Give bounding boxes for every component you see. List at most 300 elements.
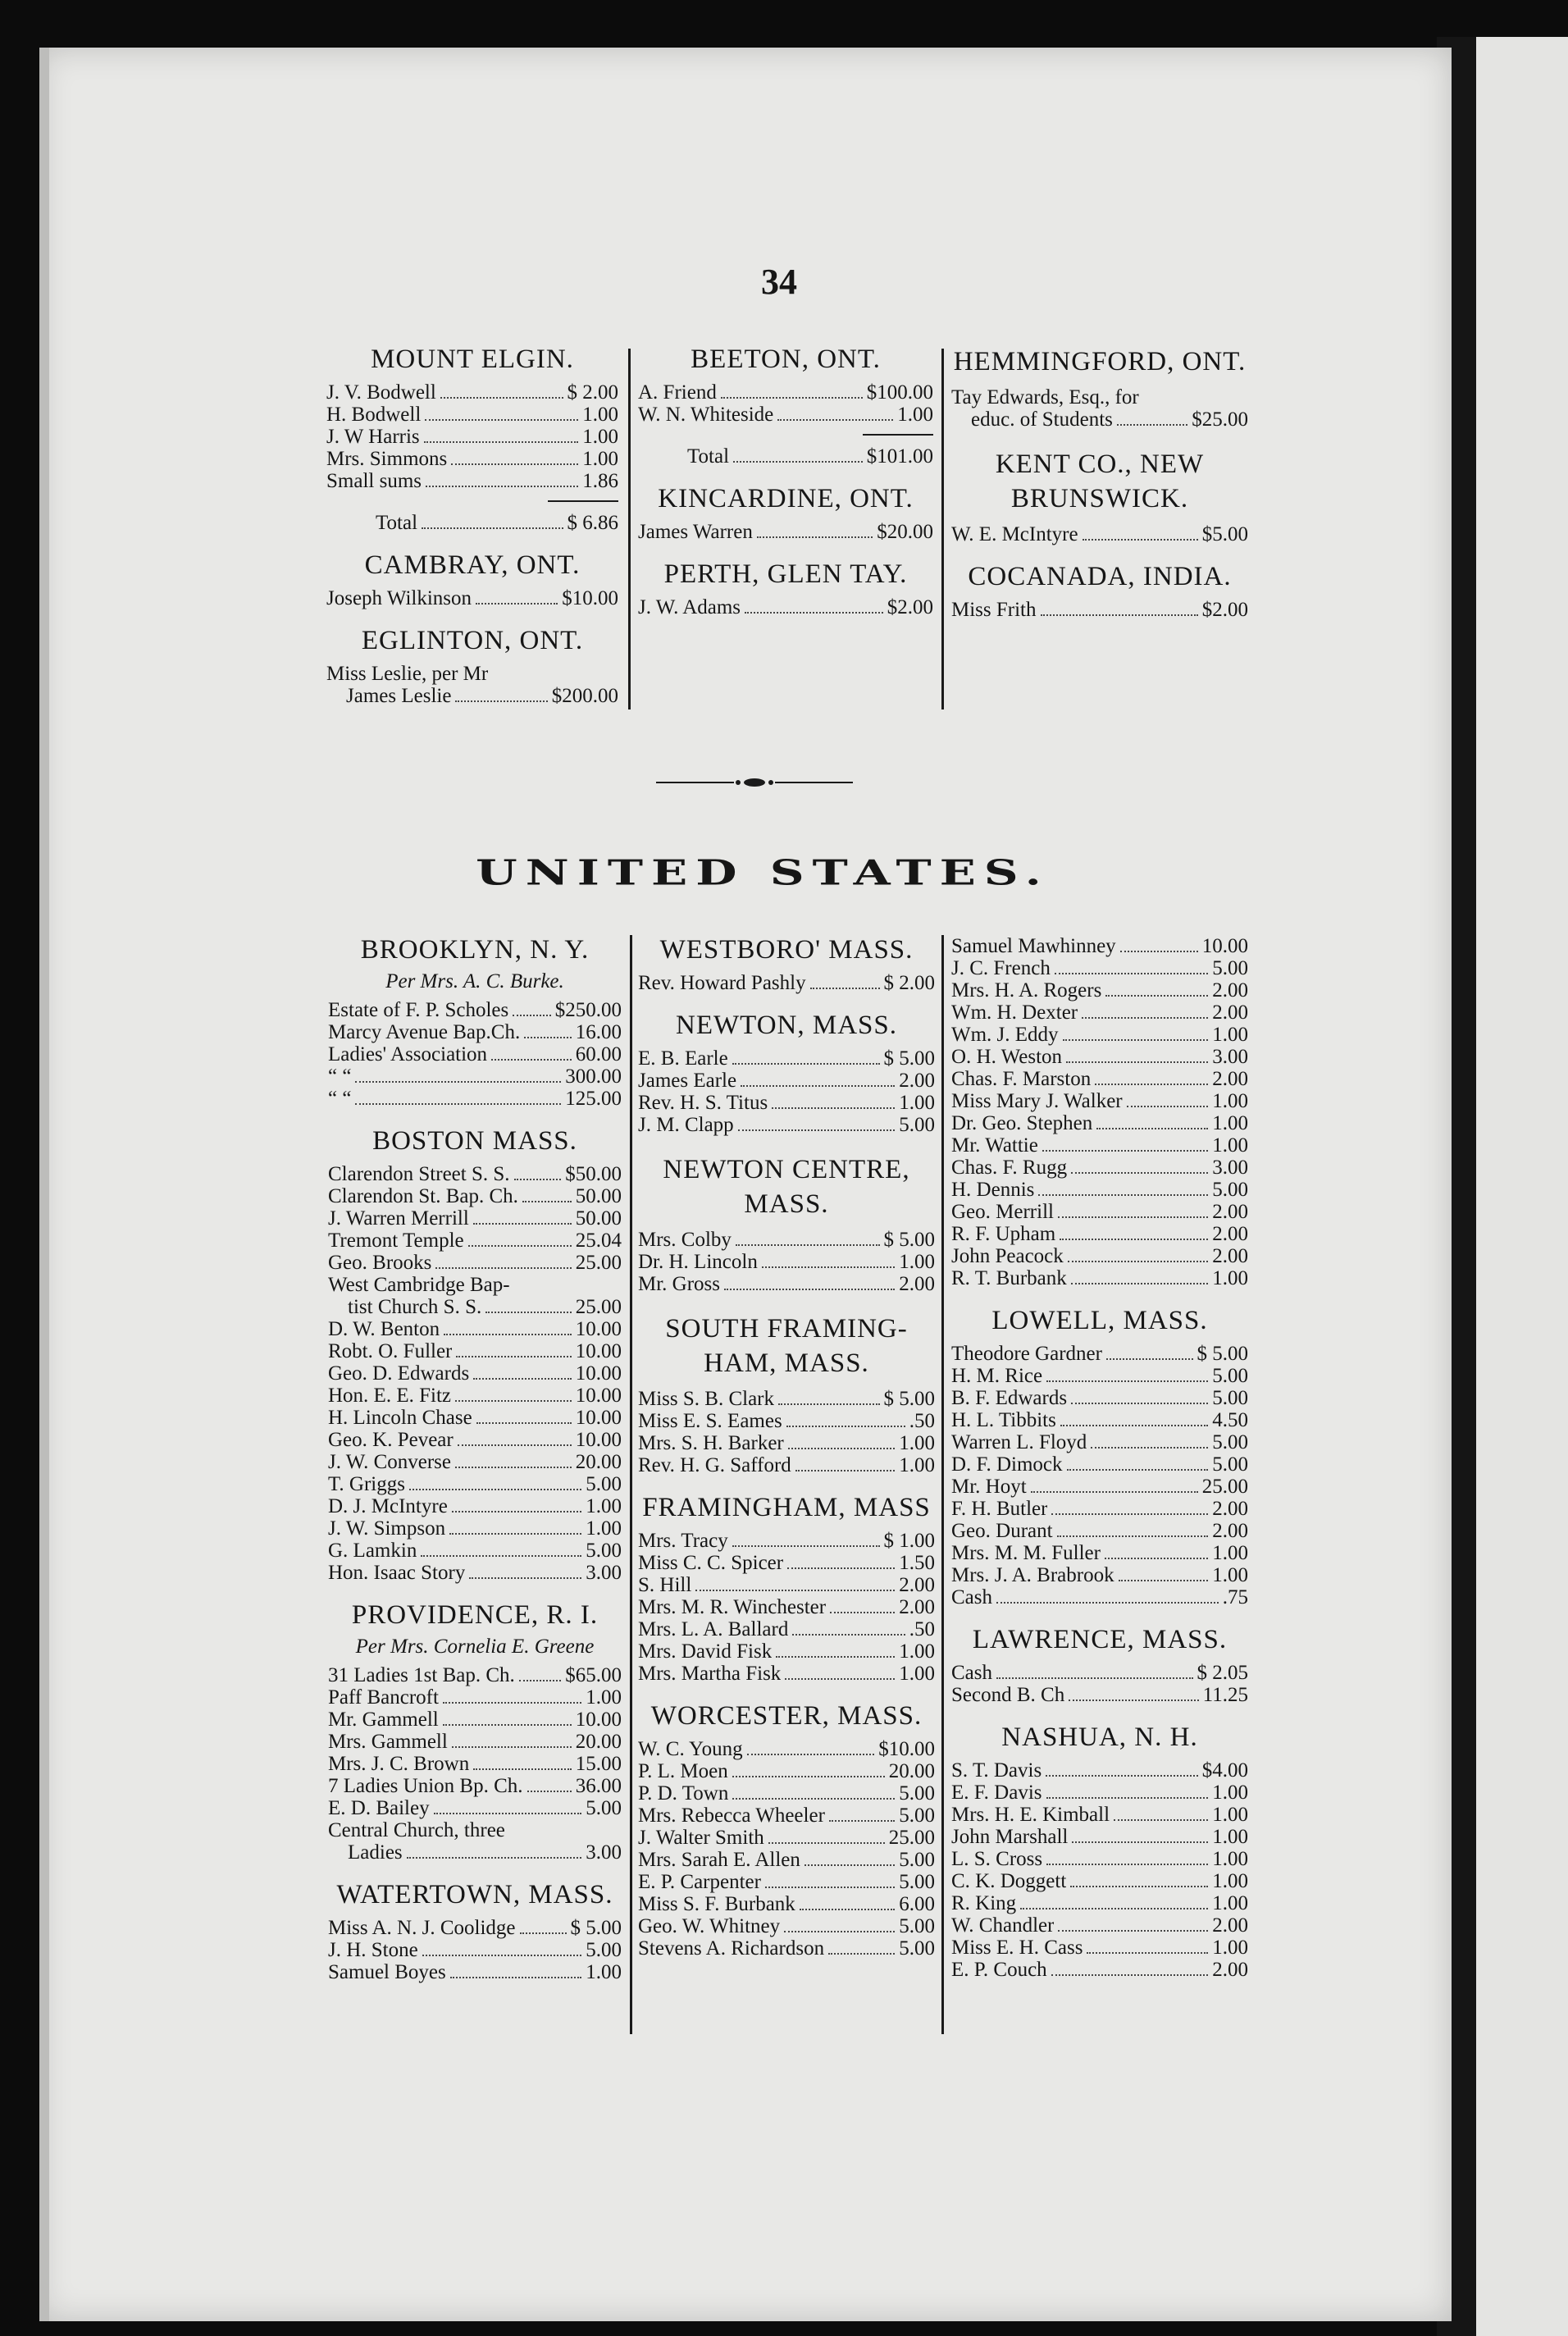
entry-name: Mrs. Simmons — [326, 448, 448, 470]
total-label: Total — [687, 445, 730, 468]
entry-name: Geo. W. Whitney — [638, 1915, 781, 1937]
leader-dots — [745, 612, 883, 614]
entry-row — [328, 1407, 622, 1429]
entry-amount: 1.00 — [1212, 1542, 1248, 1564]
entry-row — [328, 1775, 622, 1797]
entry-row — [638, 1738, 935, 1760]
entry-name: Geo. Durant — [951, 1520, 1053, 1542]
leader-dots — [449, 1533, 581, 1535]
entry-row — [951, 1892, 1248, 1914]
entry-amount: 2.00 — [1212, 1520, 1248, 1542]
leader-dots — [830, 1612, 895, 1613]
leader-dots — [1095, 1084, 1208, 1085]
entry-amount: 10.00 — [575, 1407, 622, 1429]
entry-row — [638, 1047, 935, 1070]
entry-amount: .75 — [1222, 1586, 1248, 1608]
entry-row — [951, 1959, 1248, 1981]
entry-name: James Warren — [638, 521, 753, 543]
entry-row — [328, 999, 622, 1021]
entry-row — [951, 523, 1248, 545]
entry-row — [951, 1179, 1248, 1201]
entry-name: Central Church, three — [328, 1819, 505, 1841]
leader-dots — [772, 1107, 895, 1109]
leader-dots — [450, 1977, 582, 1978]
entry-row — [638, 1871, 935, 1893]
entry-amount: 1.00 — [897, 404, 933, 426]
entry-name: H. M. Rice — [951, 1365, 1043, 1387]
leader-dots — [426, 486, 578, 487]
entry-row — [638, 1827, 935, 1849]
entry-name: Mrs. L. A. Ballard — [638, 1618, 789, 1640]
entry-name: Geo. K. Pevear — [328, 1429, 454, 1451]
section-heading: WATERTOWN, MASS. — [336, 1880, 613, 1909]
entry-name: Miss Mary J. Walker — [951, 1090, 1123, 1112]
entry-row — [326, 404, 618, 426]
entry-name: J. W. Adams — [638, 596, 741, 618]
entry-row — [638, 972, 935, 994]
leader-dots — [732, 1545, 880, 1547]
leader-dots — [1051, 1974, 1209, 1976]
entry-name: Dr. H. Lincoln — [638, 1251, 758, 1273]
entry-row — [951, 599, 1248, 621]
entry-amount: $ 2.05 — [1197, 1662, 1248, 1684]
entry-name: R. T. Burbank — [951, 1267, 1067, 1289]
entry-row — [328, 1473, 622, 1495]
leader-dots — [785, 1678, 895, 1680]
leader-dots — [451, 463, 578, 465]
entry-name: D. W. Benton — [328, 1318, 440, 1340]
entry-row — [638, 1618, 935, 1640]
entry-row — [328, 1939, 622, 1961]
us-column-2 — [638, 935, 935, 1960]
entry-amount: 1.00 — [582, 426, 618, 448]
entry-name: E. D. Bailey — [328, 1797, 430, 1819]
leader-dots — [1067, 1469, 1209, 1471]
leader-dots — [1105, 1558, 1208, 1559]
entry-name: S. Hill — [638, 1574, 692, 1596]
entry-row — [951, 1157, 1248, 1179]
entry-name: Geo. Brooks — [328, 1252, 432, 1274]
entry-amount: 2.00 — [899, 1070, 935, 1092]
entry-row — [951, 1804, 1248, 1826]
entry-name-continued: educ. of Students — [971, 408, 1113, 431]
entry-name: G. Lamkin — [328, 1540, 417, 1562]
entry-name: John Peacock — [951, 1245, 1064, 1267]
leader-dots — [1038, 1194, 1208, 1196]
total-amount: $101.00 — [866, 445, 933, 468]
entry-name: Stevens A. Richardson — [638, 1937, 825, 1960]
leader-dots — [422, 527, 563, 529]
entry-row — [326, 448, 618, 470]
entry-row — [638, 1915, 935, 1937]
entry-name: Mr. Gross — [638, 1273, 721, 1295]
entry-name: Miss S. B. Clark — [638, 1388, 775, 1410]
entry-amount: 25.00 — [888, 1827, 935, 1849]
entry-name: Wm. H. Dexter — [951, 1001, 1078, 1024]
entry-row — [951, 1046, 1248, 1068]
entry-row — [951, 1759, 1248, 1782]
entry-amount: 2.00 — [899, 1574, 935, 1596]
entry-amount: 11.25 — [1202, 1684, 1248, 1706]
leader-dots — [524, 1037, 572, 1038]
entry-row — [638, 1596, 935, 1618]
column-rule — [941, 349, 944, 709]
entry-amount: 10.00 — [575, 1340, 622, 1362]
leader-dots — [828, 1953, 895, 1955]
leader-dots — [1058, 1930, 1208, 1932]
entry-amount: 10.00 — [1201, 935, 1248, 957]
entry-name: H. Dennis — [951, 1179, 1035, 1201]
section-heading: WESTBORO' MASS. — [659, 935, 914, 965]
entry-row — [638, 1804, 935, 1827]
entry-amount: 5.00 — [899, 1114, 935, 1136]
leader-dots — [800, 1909, 895, 1910]
entry-name: Mrs. Colby — [638, 1229, 732, 1251]
leader-dots — [1082, 1017, 1208, 1019]
entry-name: Mrs. H. E. Kimball — [951, 1804, 1110, 1826]
leader-dots — [736, 1244, 880, 1246]
entry-name: Miss A. N. J. Coolidge — [328, 1917, 516, 1939]
entry-amount: 300.00 — [565, 1065, 622, 1088]
entry-row — [328, 1088, 622, 1110]
leader-dots — [996, 1677, 1193, 1679]
entry-amount: .50 — [909, 1410, 935, 1432]
facing-page-edge — [1476, 37, 1568, 2336]
entry-amount: 6.00 — [899, 1893, 935, 1915]
entry-row — [951, 1409, 1248, 1431]
leader-dots — [1055, 973, 1208, 974]
entry-name: E. P. Couch — [951, 1959, 1047, 1981]
leader-dots — [519, 1680, 561, 1681]
entry-amount: $65.00 — [565, 1664, 622, 1686]
entry-name: Small sums — [326, 470, 422, 492]
leader-dots — [473, 1768, 572, 1770]
leader-dots — [452, 1746, 572, 1748]
leader-dots — [1046, 1864, 1208, 1865]
entry-amount: $20.00 — [877, 521, 933, 543]
entry-row — [638, 381, 933, 404]
entry-row — [638, 596, 933, 618]
leader-dots — [1106, 1358, 1193, 1360]
entry-name: F. H. Butler — [951, 1498, 1048, 1520]
entry-row — [638, 1114, 935, 1136]
leader-dots — [778, 1403, 879, 1405]
entry-row — [328, 1753, 622, 1775]
leader-dots — [1031, 1491, 1198, 1493]
entry-row — [951, 1848, 1248, 1870]
leader-dots — [732, 1063, 880, 1065]
entry-amount: 5.00 — [899, 1915, 935, 1937]
entry-amount: 20.00 — [888, 1760, 935, 1782]
entry-amount: $ 2.00 — [567, 381, 618, 404]
leader-dots — [724, 1289, 895, 1290]
entry-row — [638, 1251, 935, 1273]
leader-dots — [473, 1378, 572, 1380]
entry-name: Warren L. Floyd — [951, 1431, 1087, 1453]
leader-dots — [452, 1511, 581, 1512]
leader-dots — [732, 1776, 885, 1777]
column-rule — [630, 935, 632, 2034]
entry-name: W. N. Whiteside — [638, 404, 774, 426]
entry-name: Mrs. Rebecca Wheeler — [638, 1804, 825, 1827]
section-heading: BROOKLYN, N. Y. — [360, 935, 590, 965]
entry-row — [951, 1201, 1248, 1223]
entry-name: H. L. Tibbits — [951, 1409, 1056, 1431]
leader-dots — [788, 1448, 895, 1449]
entry-row — [638, 404, 933, 426]
entry-row — [328, 1495, 622, 1517]
entry-amount: 1.00 — [899, 1251, 935, 1273]
entry-name: Miss S. F. Burbank — [638, 1893, 795, 1915]
entry-amount: 1.00 — [899, 1432, 935, 1454]
entry-row — [328, 1163, 622, 1185]
entry-row — [328, 1819, 622, 1864]
entry-name: Miss Leslie, per Mr — [326, 663, 489, 685]
entry-row — [951, 1782, 1248, 1804]
leader-dots — [455, 700, 547, 702]
entry-amount: 20.00 — [575, 1451, 622, 1473]
entry-name-continued: James Leslie — [346, 685, 452, 707]
entry-row — [638, 1574, 935, 1596]
entry-name: R. F. Upham — [951, 1223, 1056, 1245]
entry-amount: 3.00 — [1212, 1046, 1248, 1068]
entry-row — [951, 1134, 1248, 1157]
entry-name: Mrs. J. C. Brown — [328, 1753, 470, 1775]
leader-dots — [456, 1356, 571, 1357]
entry-name: Chas. F. Rugg — [951, 1157, 1068, 1179]
entry-name: Estate of F. P. Scholes — [328, 999, 509, 1021]
entry-row — [328, 1043, 622, 1065]
entry-continuation — [328, 1296, 622, 1318]
entry-row — [328, 1230, 622, 1252]
entry-name: 31 Ladies 1st Bap. Ch. — [328, 1664, 515, 1686]
entry-name: Mrs. Martha Fisk — [638, 1663, 782, 1685]
entry-amount: 15.00 — [575, 1753, 622, 1775]
entry-amount: 5.00 — [586, 1540, 622, 1562]
entry-amount: 20.00 — [575, 1731, 622, 1753]
entry-row — [638, 1070, 935, 1092]
entry-row — [328, 1021, 622, 1043]
entry-name: Chas. F. Marston — [951, 1068, 1092, 1090]
leader-dots — [776, 1656, 895, 1658]
entry-amount: 2.00 — [1212, 1245, 1248, 1267]
entry-amount: .50 — [909, 1618, 935, 1640]
entry-name: L. S. Cross — [951, 1848, 1043, 1870]
entry-name: Cash — [951, 1662, 992, 1684]
entry-amount: 10.00 — [575, 1429, 622, 1451]
entry-name: Mrs. H. A. Rogers — [951, 979, 1102, 1001]
section-heading: LOWELL, MASS. — [991, 1306, 1208, 1335]
leader-dots — [421, 1555, 581, 1557]
leader-dots — [485, 1312, 572, 1313]
leader-dots — [1071, 1403, 1208, 1404]
entry-row — [951, 1068, 1248, 1090]
total-row — [638, 445, 933, 468]
entry-row — [951, 1937, 1248, 1959]
entry-name: J. Walter Smith — [638, 1827, 764, 1849]
leader-dots — [829, 1820, 895, 1822]
entry-amount: $ 5.00 — [1197, 1343, 1248, 1365]
section-heading: NEWTON, MASS. — [676, 1011, 897, 1040]
entry-row — [951, 1453, 1248, 1476]
entry-row — [328, 1252, 622, 1274]
leader-dots — [1071, 1172, 1208, 1174]
entry-amount: 1.00 — [1212, 1024, 1248, 1046]
leader-dots — [409, 1489, 581, 1490]
entry-name: Mr. Gammell — [328, 1709, 439, 1731]
entry-row — [951, 386, 1248, 431]
entry-amount: 2.00 — [1212, 1223, 1248, 1245]
entry-row — [328, 1731, 622, 1753]
leader-dots — [1058, 1216, 1208, 1218]
entry-row — [328, 1207, 622, 1230]
section-heading: COCANADA, INDIA. — [968, 562, 1232, 591]
entry-name: P. D. Town — [638, 1782, 729, 1804]
entry-row — [326, 663, 618, 707]
entry-amount: 5.00 — [899, 1871, 935, 1893]
leader-dots — [455, 1400, 572, 1402]
entry-amount: $ 1.00 — [883, 1530, 935, 1552]
column-rule — [628, 349, 631, 709]
entry-row — [951, 1267, 1248, 1289]
leader-dots — [440, 397, 563, 399]
entry-name: Mrs. Gammell — [328, 1731, 448, 1753]
entry-row — [638, 1410, 935, 1432]
leader-dots — [786, 1426, 905, 1427]
entry-name: Hon. E. E. Fitz — [328, 1385, 451, 1407]
entry-name: Tremont Temple — [328, 1230, 464, 1252]
leader-dots — [996, 1602, 1219, 1604]
entry-row — [638, 521, 933, 543]
entry-amount: $250.00 — [554, 999, 622, 1021]
entry-name: Wm. J. Eddy — [951, 1024, 1059, 1046]
entry-row — [638, 1388, 935, 1410]
section-heading: PROVIDENCE, R. I. — [351, 1600, 599, 1630]
section-subheading: Per Mrs. A. C. Burke. — [385, 970, 564, 992]
entry-name: 7 Ladies Union Bp. Ch. — [328, 1775, 523, 1797]
entry-name: Mrs. M. R. Winchester — [638, 1596, 827, 1618]
entry-amount: 5.00 — [586, 1939, 622, 1961]
leader-dots — [777, 419, 893, 421]
entry-name: J. W. Simpson — [328, 1517, 446, 1540]
canada-column-1 — [326, 344, 618, 707]
entry-amount: 3.00 — [1212, 1157, 1248, 1179]
leader-dots — [792, 1634, 905, 1636]
canada-column-2 — [638, 344, 933, 618]
entry-amount: 25.00 — [575, 1296, 622, 1318]
leader-dots — [757, 536, 873, 538]
entry-row — [638, 1937, 935, 1960]
entry-name-continued: Ladies — [348, 1841, 403, 1864]
entry-amount: $10.00 — [562, 587, 618, 609]
entry-amount: 5.00 — [899, 1937, 935, 1960]
page-edge — [39, 48, 49, 2321]
entry-row — [951, 979, 1248, 1001]
leader-dots — [476, 603, 558, 605]
entry-amount: 1.00 — [899, 1454, 935, 1476]
entry-amount: 5.00 — [1212, 957, 1248, 979]
entry-row — [951, 1498, 1248, 1520]
leader-dots — [407, 1857, 582, 1859]
leader-dots — [1119, 1580, 1209, 1581]
entry-row — [951, 1684, 1248, 1706]
entry-amount: 2.00 — [1212, 1498, 1248, 1520]
entry-name: J. M. Clapp — [638, 1114, 734, 1136]
leader-dots — [522, 1201, 572, 1202]
leader-dots — [434, 1813, 582, 1814]
leader-dots — [784, 1931, 895, 1932]
section-heading: HEMMINGFORD, ONT. — [953, 347, 1247, 376]
canada-column-3 — [951, 344, 1248, 621]
leader-dots — [1105, 995, 1208, 997]
entry-row — [638, 1432, 935, 1454]
entry-name: J. H. Stone — [328, 1939, 418, 1961]
entry-row — [328, 1562, 622, 1584]
total-rule — [863, 434, 933, 436]
total-amount: $ 6.86 — [567, 512, 618, 534]
entry-amount: 2.00 — [899, 1596, 935, 1618]
entry-amount: 1.00 — [582, 404, 618, 426]
entry-name: Geo. Merrill — [951, 1201, 1054, 1223]
entry-amount: 1.00 — [1212, 1937, 1248, 1959]
section-heading: NASHUA, N. H. — [1001, 1722, 1198, 1752]
entry-row — [328, 1961, 622, 1983]
entry-name: Mrs. Sarah E. Allen — [638, 1849, 800, 1871]
entry-amount: 1.50 — [899, 1552, 935, 1574]
entry-amount: 5.00 — [586, 1473, 622, 1495]
section-heading: EGLINTON, ONT. — [361, 626, 584, 655]
entry-name: T. Griggs — [328, 1473, 405, 1495]
entry-amount: 10.00 — [575, 1318, 622, 1340]
entry-name: Mrs. S. H. Barker — [638, 1432, 784, 1454]
entry-row — [328, 1429, 622, 1451]
leader-dots — [1042, 1150, 1208, 1152]
entry-amount: 60.00 — [575, 1043, 622, 1065]
entry-name: Mr. Wattie — [951, 1134, 1038, 1157]
entry-amount: 1.00 — [1212, 1782, 1248, 1804]
entry-amount: $ 5.00 — [883, 1229, 935, 1251]
leader-dots — [738, 1129, 896, 1131]
entry-name: Paff Bancroft — [328, 1686, 439, 1709]
section-heading: KINCARDINE, ONT. — [658, 484, 914, 513]
leader-dots — [1069, 1700, 1198, 1701]
entry-amount: 1.00 — [899, 1663, 935, 1685]
entry-amount: 1.00 — [1212, 1826, 1248, 1848]
entry-amount: $ 2.00 — [883, 972, 935, 994]
entry-name: Rev. Howard Pashly — [638, 972, 806, 994]
entry-row — [951, 1245, 1248, 1267]
entry-row — [951, 1586, 1248, 1608]
entry-row — [638, 1893, 935, 1915]
entry-amount: 25.00 — [1201, 1476, 1248, 1498]
entry-row — [951, 1001, 1248, 1024]
entry-amount: 50.00 — [575, 1207, 622, 1230]
entry-row — [951, 1343, 1248, 1365]
leader-dots — [513, 1015, 551, 1016]
entry-amount: $200.00 — [551, 685, 618, 707]
entry-amount: 10.00 — [575, 1709, 622, 1731]
entry-name: H. Bodwell — [326, 404, 422, 426]
entry-row — [638, 1273, 935, 1295]
entry-row — [328, 1540, 622, 1562]
entry-amount: 2.00 — [1212, 1001, 1248, 1024]
entry-amount: $2.00 — [1201, 599, 1248, 621]
entry-name: W. C. Young — [638, 1738, 743, 1760]
entry-row — [638, 1663, 935, 1685]
entry-row — [328, 1709, 622, 1731]
entry-name: J. W Harris — [326, 426, 420, 448]
leader-dots — [1046, 1775, 1198, 1777]
